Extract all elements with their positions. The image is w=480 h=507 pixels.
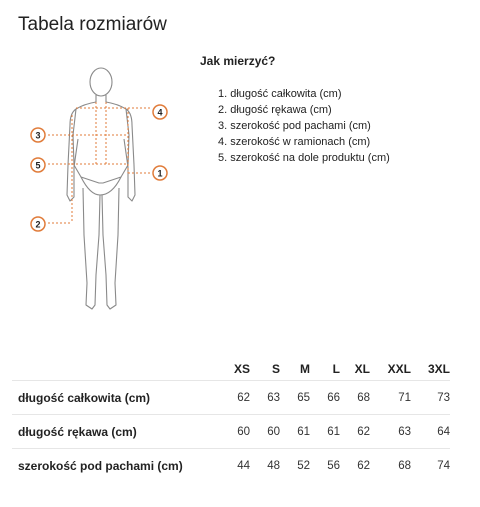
body-measurement-figure [0,55,200,335]
table-cell: 64 [411,415,450,449]
marker-5 [31,158,45,172]
table-cell: 52 [297,459,310,472]
size-header-3xl: 3XL [411,358,450,381]
table-cell: 68 [340,381,370,415]
marker-3-label: 3 [35,130,41,141]
table-cell: 44 [237,459,250,472]
table-cell: 74 [437,459,450,472]
marker-4-label: 4 [157,107,163,118]
table-cell: 61 [280,415,310,449]
marker-1-label: 1 [157,168,163,179]
table-row [12,415,450,449]
row-label: długość rękawa (cm) [12,415,198,449]
human-body-illustration [0,55,200,335]
table-cell: 56 [327,459,340,472]
marker-2-label: 2 [35,219,41,230]
table-cell: 48 [267,459,280,472]
marker-2 [31,217,45,231]
marker-1 [153,166,167,180]
table-cell: 63 [370,415,411,449]
table-cell: 60 [250,415,280,449]
size-header-m: M [280,358,310,381]
row-label: długość całkowita (cm) [12,381,198,415]
table-cell: 73 [411,381,450,415]
measurement-step: 3. szerokość pod pachami (cm) [218,120,371,132]
size-header-xxl: XXL [370,358,411,381]
how-to-measure-heading: Jak mierzyć? [200,54,276,68]
measurement-step: 4. szerokość w ramionach (cm) [218,136,371,148]
size-header-xs: XS [198,358,250,381]
measurement-steps-list [218,86,390,166]
table-cell: 65 [280,381,310,415]
table-cell: 62 [198,381,250,415]
marker-5-label: 5 [35,160,41,171]
marker-4 [153,105,167,119]
marker-3 [31,128,45,142]
measurement-step: 2. długość rękawa (cm) [218,104,332,116]
row-label: szerokość pod pachami (cm) [18,458,183,473]
measurement-step: 5. szerokość na dole produktu (cm) [218,152,390,164]
page-title: Tabela rozmiarów [18,14,167,35]
table-cell: 62 [357,459,370,472]
size-header-xl: XL [340,358,370,381]
size-header-row [12,358,450,381]
table-cell: 62 [340,415,370,449]
table-row [12,449,450,483]
measurement-step: 1. długość całkowita (cm) [218,88,342,100]
table-cell: 68 [398,459,411,472]
table-cell: 61 [310,415,340,449]
table-row [12,381,450,415]
table-cell: 71 [370,381,411,415]
size-header-l: L [310,358,340,381]
size-header-s: S [250,358,280,381]
table-cell: 60 [198,415,250,449]
size-chart-table [12,358,450,482]
table-cell: 63 [250,381,280,415]
table-cell: 66 [310,381,340,415]
row-label-header [12,358,198,381]
